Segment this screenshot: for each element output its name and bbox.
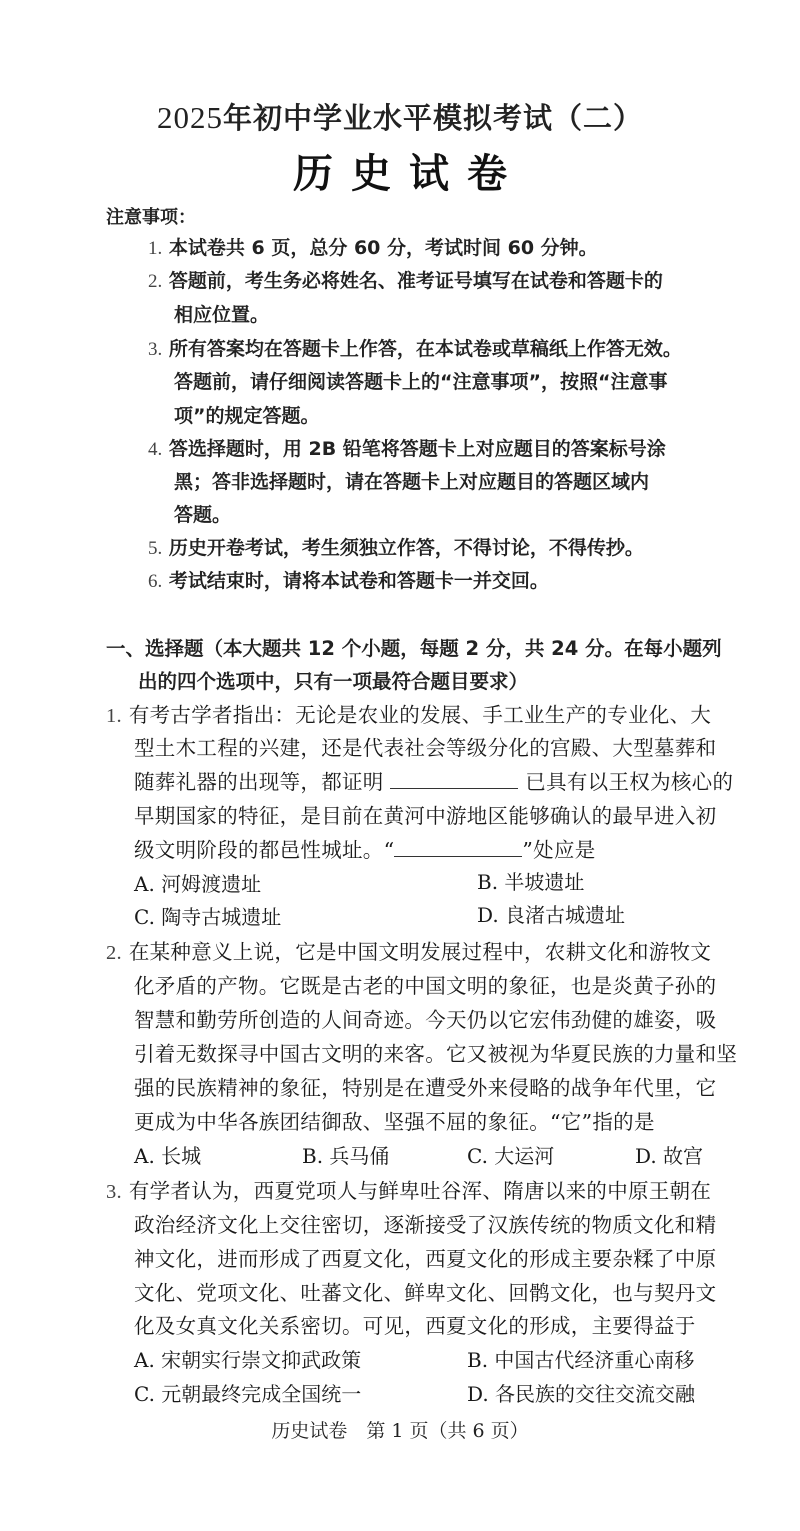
option-1d: D. 良渚古城遗址 — [477, 903, 626, 927]
section-heading: 一、选择题（本大题共 12 个小题，每题 2 分，共 24 分。在每小题列 — [106, 637, 722, 660]
question-2-line-2: 化矛盾的产物。它既是古老的中国文明的象征，也是炎黄子孙的 — [134, 974, 717, 998]
question-1-line-4: 早期国家的特征，是目前在黄河中游地区能够确认的最早进入初 — [134, 804, 717, 828]
question-3-line-2: 政治经济文化上交往密切，逐渐接受了汉族传统的物质文化和精 — [134, 1213, 717, 1237]
question-2: 2. 在某种意义上说，它是中国文明发展过程中，农耕文化和游牧文 — [106, 940, 712, 964]
fill-blank — [394, 836, 522, 857]
note-item-4: 4. 答选择题时，用 2B 铅笔将答题卡上对应题目的答案标号涂 — [148, 438, 666, 460]
note-item-4-cont2: 答题。 — [174, 504, 232, 526]
option-1a: A. 河姆渡遗址 — [134, 872, 262, 896]
option-1c: C. 陶寺古城遗址 — [134, 905, 282, 929]
question-3-line-4: 文化、党项文化、吐蕃文化、鲜卑文化、回鹘文化，也与契丹文 — [134, 1281, 717, 1305]
question-2-line-5: 强的民族精神的象征，特别是在遭受外来侵略的战争年代里，它 — [134, 1076, 717, 1100]
fill-blank — [390, 768, 518, 789]
option-3d: D. 各民族的交往交流交融 — [467, 1382, 696, 1406]
option-2d: D. 故宫 — [635, 1144, 704, 1168]
exam-title-text: 年初中学业水平模拟考试（二） — [222, 101, 643, 135]
option-3b: B. 中国古代经济重心南移 — [467, 1348, 695, 1372]
option-3c: C. 元朝最终完成全国统一 — [134, 1382, 362, 1406]
option-2b: B. 兵马俑 — [302, 1144, 390, 1168]
page-footer: 历史试卷 第 1 页（共 6 页） — [271, 1420, 529, 1442]
note-item-4-cont: 黑；答非选择题时，请在答题卡上对应题目的答题区域内 — [174, 471, 650, 493]
note-item-3: 3. 所有答案均在答题卡上作答，在本试卷或草稿纸上作答无效。 — [148, 338, 682, 360]
note-item-6: 6. 考试结束时，请将本试卷和答题卡一并交回。 — [148, 570, 549, 592]
question-1-line-3: 随葬礼器的出现等，都证明 已具有以王权为核心的 — [134, 770, 734, 794]
question-1-line-2: 型土木工程的兴建，还是代表社会等级分化的宫殿、大型墓葬和 — [134, 736, 717, 760]
note-item-5: 5. 历史开卷考试，考生须独立作答，不得讨论，不得传抄。 — [148, 537, 644, 559]
notes-heading: 注意事项： — [106, 207, 196, 228]
option-2a: A. 长城 — [134, 1144, 202, 1168]
exam-subtitle: 历史试卷 — [293, 151, 525, 197]
question-3-line-5: 化及女真文化关系密切。可见，西夏文化的形成，主要得益于 — [134, 1314, 696, 1338]
question-2-line-6: 更成为中华各族团结御敌、坚强不屈的象征。“它”指的是 — [134, 1110, 655, 1134]
question-2-line-3: 智慧和勤劳所创造的人间奇迹。今天仍以它宏伟劲健的雄姿，吸 — [134, 1008, 717, 1032]
note-item-1: 1. 本试卷共 6 页，总分 60 分，考试时间 60 分钟。 — [148, 237, 598, 259]
question-1-line-5: 级文明阶段的都邑性城址。“ ”处应是 — [134, 838, 596, 862]
note-item-2: 2. 答题前，考生务必将姓名、准考证号填写在试卷和答题卡的 — [148, 270, 663, 292]
note-item-3-cont: 答题前，请仔细阅读答题卡上的“注意事项”，按照“注意事 — [174, 371, 668, 393]
option-3a: A. 宋朝实行崇文抑武政策 — [134, 1348, 362, 1372]
option-1b: B. 半坡遗址 — [477, 870, 585, 894]
question-3-line-3: 神文化，进而形成了西夏文化，西夏文化的形成主要杂糅了中原 — [134, 1247, 717, 1271]
exam-title — [0, 96, 800, 137]
note-item-2-cont: 相应位置。 — [174, 304, 270, 326]
note-item-3-cont2: 项”的规定答题。 — [174, 405, 320, 427]
section-heading-cont: 出的四个选项中，只有一项最符合题目要求） — [138, 670, 529, 693]
question-2-line-4: 引着无数探寻中国古文明的来客。它又被视为华夏民族的力量和坚 — [134, 1042, 738, 1066]
question-1: 1. 有考古学者指出：无论是农业的发展、手工业生产的专业化、大 — [106, 703, 712, 727]
question-3: 3. 有学者认为，西夏党项人与鲜卑吐谷浑、隋唐以来的中原王朝在 — [106, 1179, 712, 1203]
option-2c: C. 大运河 — [467, 1144, 555, 1168]
exam-year: 2025 — [156, 100, 223, 135]
